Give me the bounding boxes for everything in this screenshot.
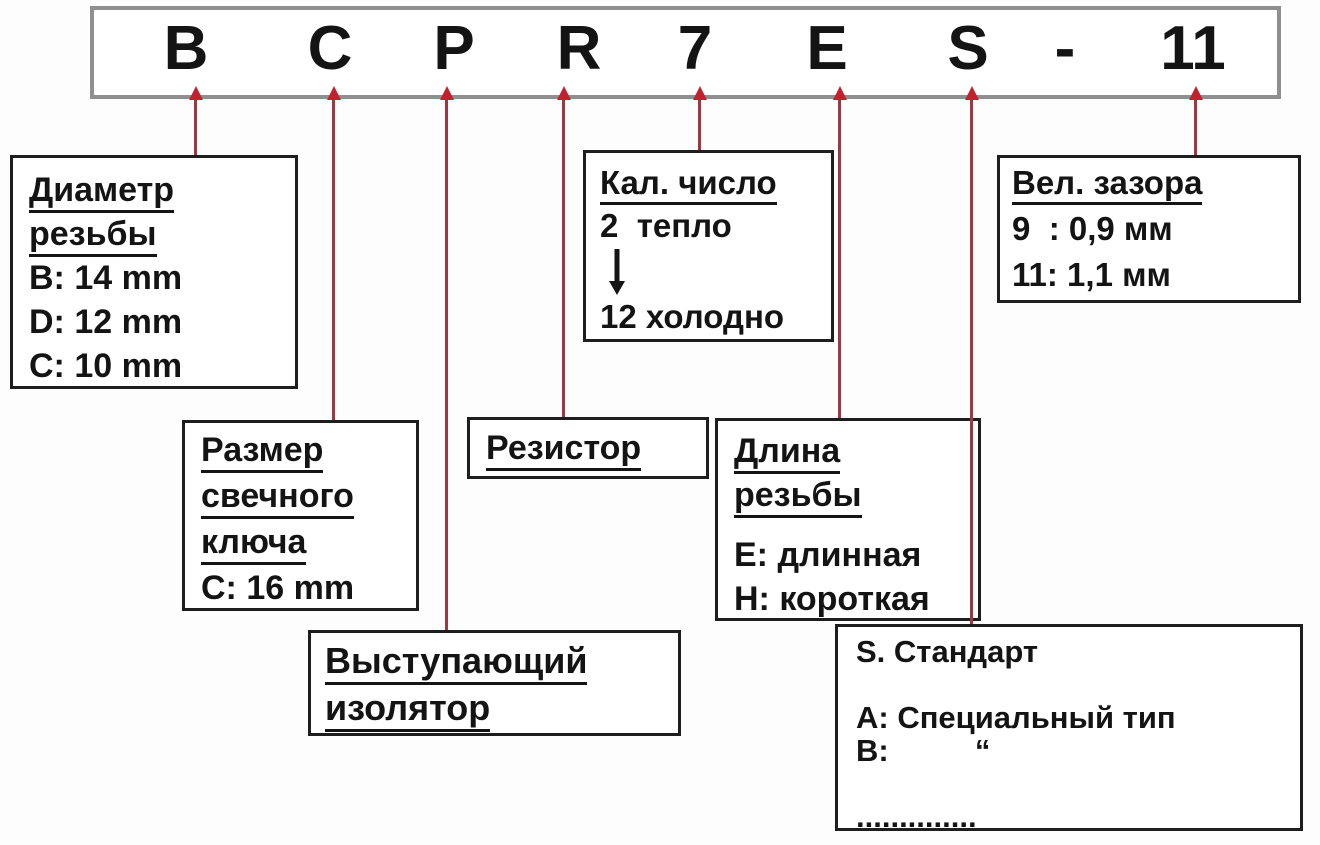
- arrow-head-icon: [327, 86, 341, 100]
- arrow-head-icon: [693, 86, 707, 100]
- box-title-line: [486, 426, 706, 470]
- box-item: 9 : 0,9 мм: [1012, 210, 1173, 247]
- title-text: Резистор: [486, 429, 641, 471]
- box-title-line: [734, 473, 978, 517]
- heat-rating-hot: 2 тепло: [600, 207, 732, 244]
- code-letter-B: B: [163, 14, 209, 83]
- box-title-line: [1012, 160, 1298, 206]
- code-letter-P: P: [433, 14, 475, 83]
- arrow-head-icon: [440, 86, 454, 100]
- title-text: Выступающий: [325, 640, 587, 685]
- box-thread-length: [715, 418, 981, 621]
- box-wrench-size: [182, 420, 419, 611]
- arrow-to-B: [194, 100, 197, 155]
- box-item: ..............: [856, 799, 977, 834]
- box-title-line: [600, 161, 831, 204]
- box-item: C: 16 mm: [201, 569, 355, 607]
- title-text: резьбы: [29, 215, 157, 257]
- arrow-to-P: [445, 100, 448, 630]
- box-gap-size: [997, 155, 1301, 303]
- arrow-to-7: [698, 100, 701, 150]
- box-title-line: [29, 168, 295, 212]
- title-text: ключа: [201, 523, 306, 565]
- arrow-head-icon: [557, 86, 571, 100]
- code-letter-7: 7: [677, 14, 713, 83]
- code-letter-11: 11: [1160, 14, 1226, 83]
- box-thread-diameter: [10, 155, 298, 389]
- code-letter-E: E: [806, 14, 848, 83]
- box-type-designation: [835, 624, 1303, 834]
- arrow-to-E: [838, 100, 841, 418]
- box-item: B: “: [856, 733, 991, 768]
- box-resistor: [467, 417, 709, 479]
- box-item: 11: 1,1 мм: [1012, 256, 1171, 293]
- title-text: Вел. зазора: [1012, 164, 1202, 205]
- box-title-line: [734, 429, 978, 473]
- box-item: A: Специальный тип: [856, 700, 1176, 735]
- box-title-line: [201, 519, 416, 565]
- down-arrow-icon: [600, 247, 831, 295]
- heat-rating-cold: 12 холодно: [600, 298, 785, 335]
- box-heat-rating: [583, 150, 834, 342]
- title-text: Размер: [201, 431, 323, 473]
- arrow-head-icon: [1189, 86, 1203, 100]
- box-title-line: [325, 637, 678, 684]
- arrow-to-R: [562, 100, 565, 417]
- box-item: B: 14 mm: [29, 259, 183, 297]
- arrow-head-icon: [189, 86, 203, 100]
- code-letter-S: S: [947, 14, 989, 83]
- box-item: H: короткая: [734, 580, 930, 618]
- title-text: свечного: [201, 477, 354, 519]
- code-letter-dash: -: [1054, 14, 1076, 83]
- arrow-to-11: [1194, 100, 1197, 155]
- box-item: S. Стандарт: [856, 634, 1039, 669]
- box-title-line: [201, 473, 416, 519]
- code-letter-C: C: [307, 14, 353, 83]
- arrow-to-C: [332, 100, 335, 420]
- box-title-line: [201, 427, 416, 473]
- box-item: [856, 767, 1300, 800]
- code-letter-R: R: [556, 14, 602, 83]
- arrow-head-icon: [965, 86, 979, 100]
- arrow-to-S: [970, 100, 973, 624]
- box-item: [856, 668, 1300, 701]
- box-title-line: [29, 212, 295, 256]
- title-text: резьбы: [734, 476, 862, 518]
- spacer: [734, 517, 978, 533]
- arrow-head-icon: [833, 86, 847, 100]
- box-title-line: [325, 684, 678, 731]
- box-item: E: длинная: [734, 536, 922, 574]
- title-text: Кал. число: [600, 164, 777, 205]
- title-text: изолятор: [325, 687, 490, 732]
- title-text: Диаметр: [29, 171, 174, 213]
- box-item: D: 12 mm: [29, 303, 183, 341]
- box-item: C: 10 mm: [29, 347, 183, 385]
- title-text: Длина: [734, 432, 840, 474]
- box-projecting-insulator: [308, 630, 681, 736]
